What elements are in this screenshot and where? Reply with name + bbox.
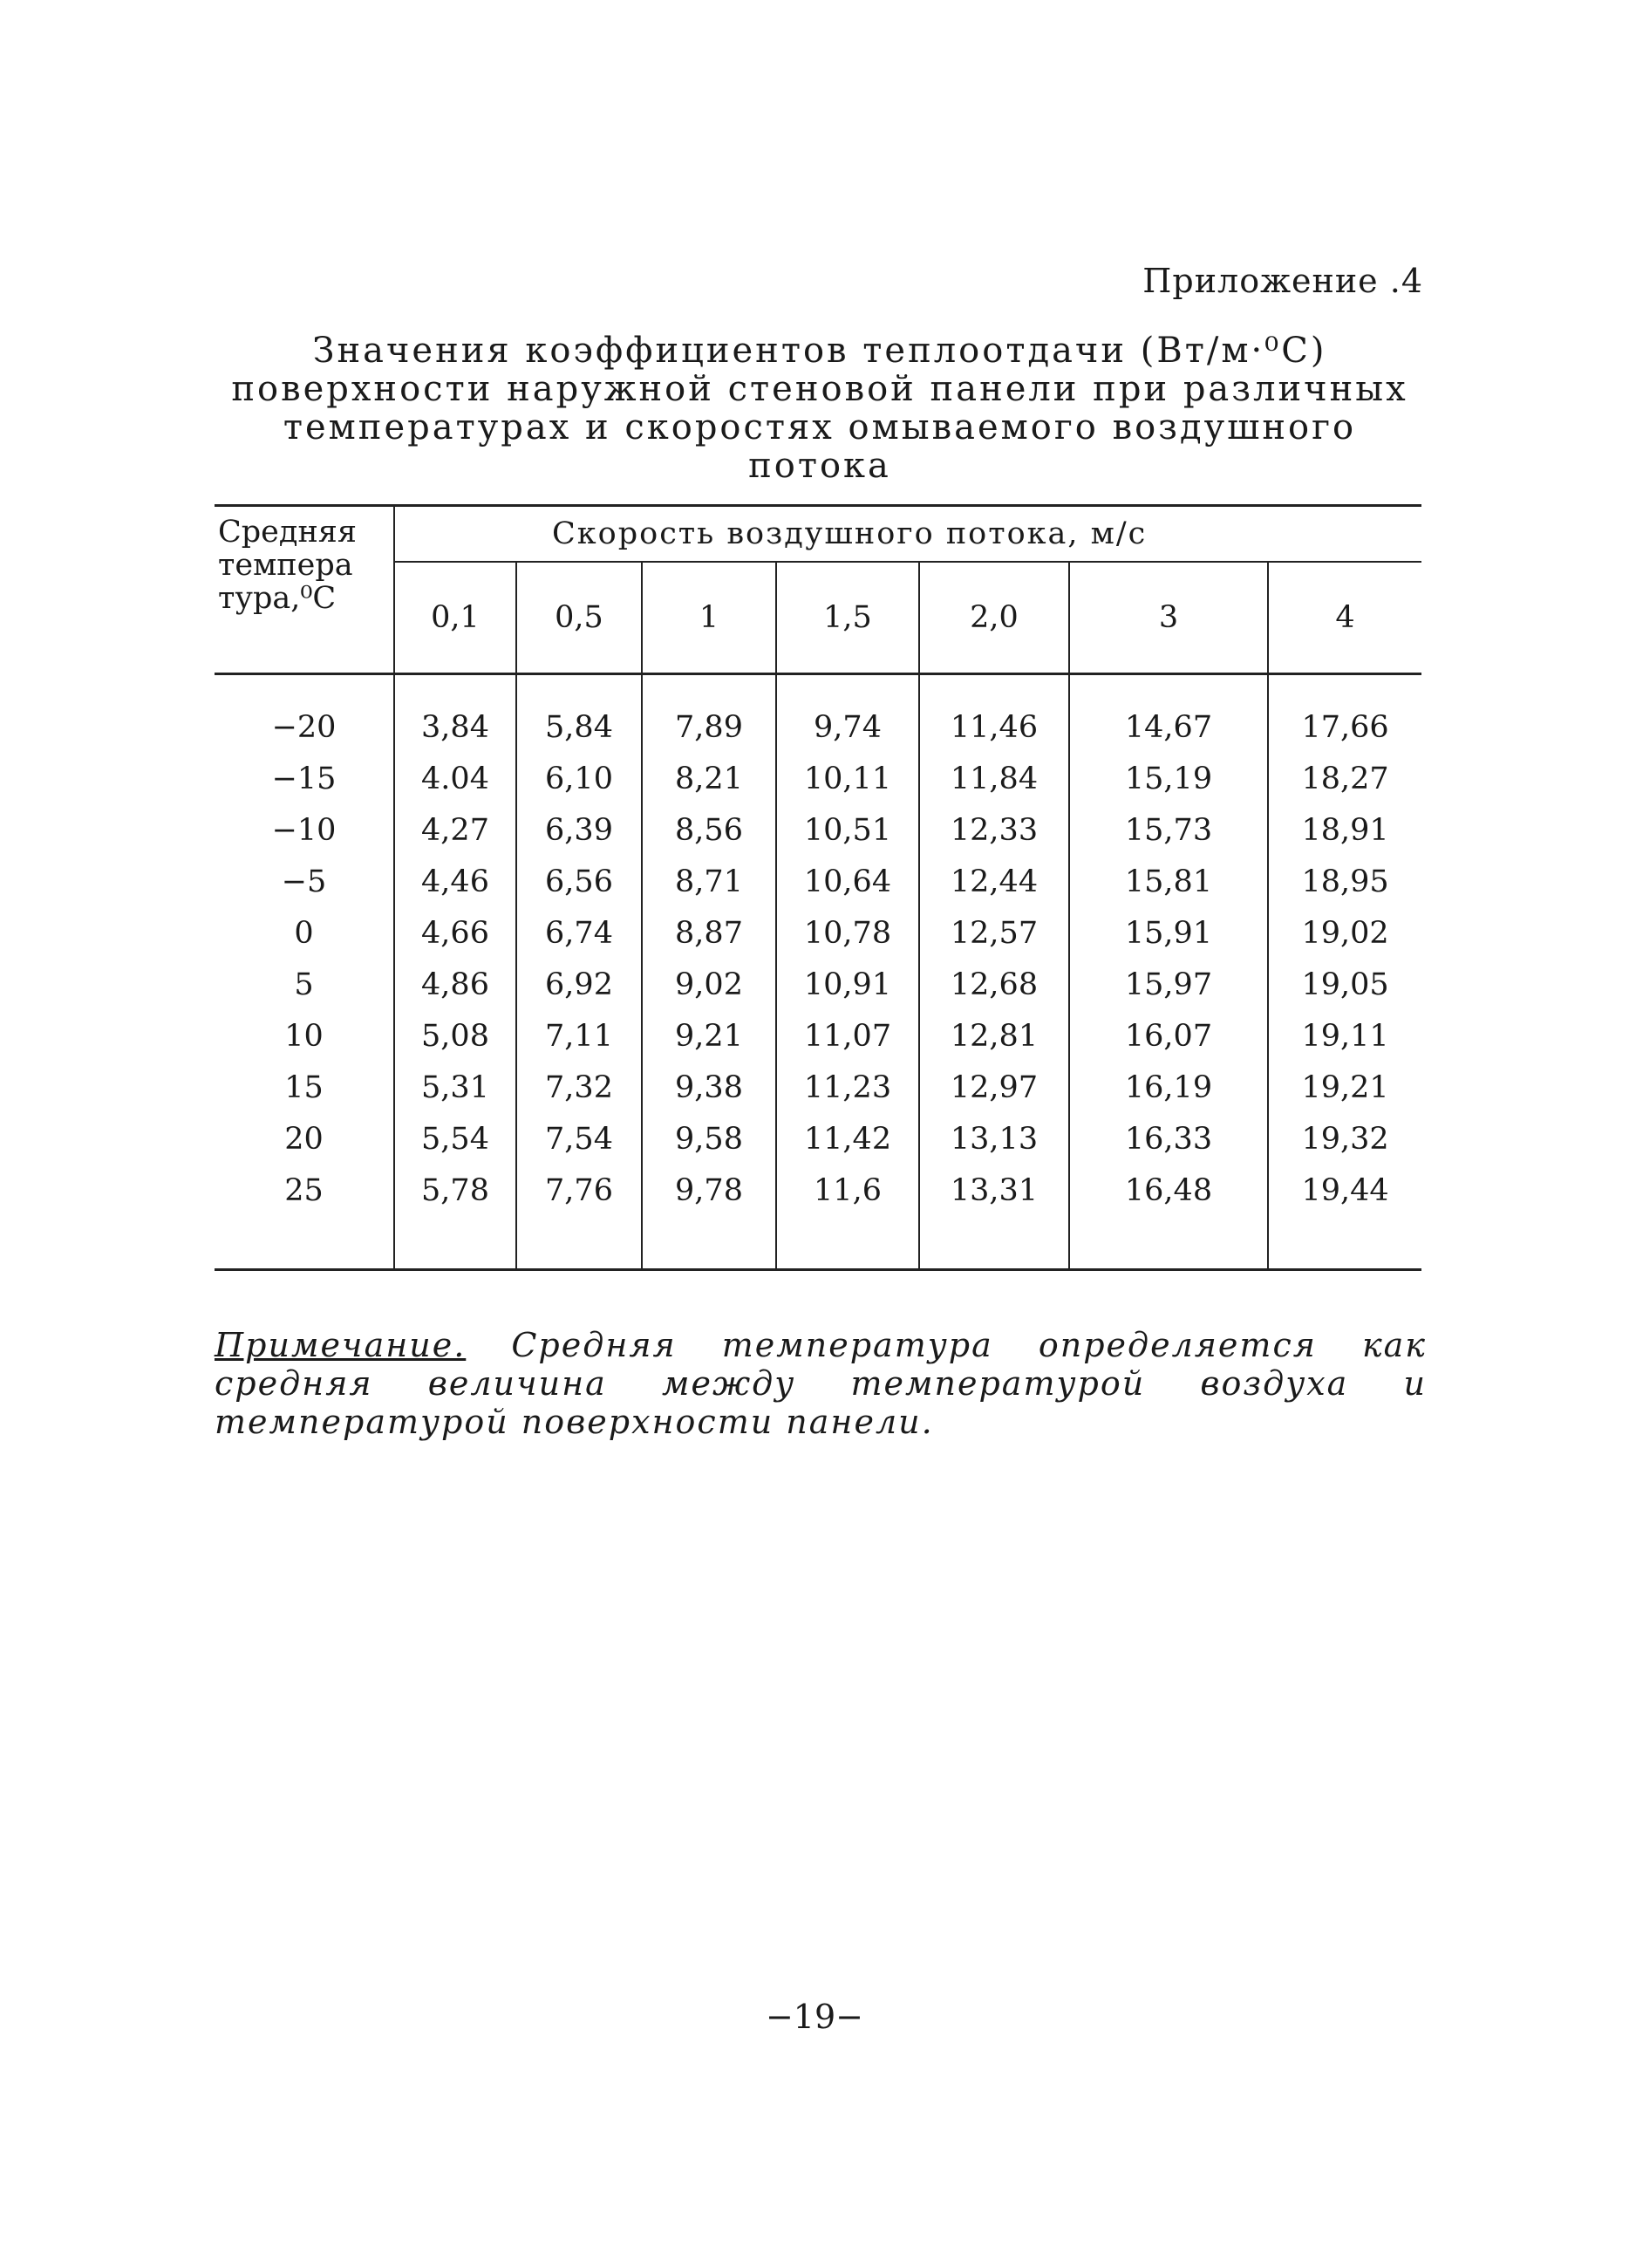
temperature-cell: 20 bbox=[215, 1113, 394, 1165]
speed-header: 0,5 bbox=[516, 562, 642, 674]
coefficient-cell: 5,08 bbox=[394, 1010, 516, 1062]
temperature-cell: 15 bbox=[215, 1062, 394, 1113]
speed-header: 3 bbox=[1069, 562, 1268, 674]
coefficient-cell: 19,11 bbox=[1301, 1018, 1389, 1054]
title-line: потока bbox=[748, 446, 891, 486]
coefficient-cell: 16,48 bbox=[1069, 1165, 1268, 1216]
speed-group-header: Скорость воздушного потока, м/с bbox=[394, 506, 1421, 563]
heat-transfer-table bbox=[215, 504, 1421, 1271]
coefficient-cell: 11,46 bbox=[919, 674, 1069, 754]
table-row bbox=[215, 1062, 1421, 1113]
coefficient-cell: 11,84 bbox=[919, 753, 1069, 804]
header-line: темпера bbox=[218, 548, 353, 583]
coefficient-cell: 7,11 bbox=[516, 1010, 642, 1062]
title-line: Значения коэффициентов теплоотдачи (Вт/м·⁰С) bbox=[312, 331, 1327, 371]
temperature-cell: 10 bbox=[215, 1010, 394, 1062]
coefficient-cell: 4,86 bbox=[394, 959, 516, 1010]
title-line: поверхности наружной стеновой панели при различных bbox=[231, 369, 1408, 409]
coefficient-cell: 6,56 bbox=[516, 856, 642, 907]
coefficient-cell: 15,97 bbox=[1069, 959, 1268, 1010]
temperature-cell: 5 bbox=[215, 959, 394, 1010]
table-row bbox=[215, 674, 1421, 754]
temperature-cell: −5 bbox=[215, 856, 394, 907]
coefficient-cell: 10,51 bbox=[776, 804, 919, 856]
coefficient-cell: 16,19 bbox=[1069, 1062, 1268, 1113]
appendix-label: Приложение .4 bbox=[1142, 262, 1423, 300]
coefficient-cell: 11,23 bbox=[776, 1062, 919, 1113]
table-row bbox=[215, 1165, 1421, 1216]
coefficient-cell: 9,21 bbox=[642, 1010, 776, 1062]
speed-header: 1 bbox=[642, 562, 776, 674]
speed-header-row bbox=[215, 562, 1421, 674]
coefficient-cell: 6,10 bbox=[516, 753, 642, 804]
header-line: Средняя bbox=[218, 515, 357, 550]
coefficient-cell: 5,31 bbox=[394, 1062, 516, 1113]
coefficient-cell: 9,38 bbox=[642, 1062, 776, 1113]
coefficient-cell: 12,33 bbox=[919, 804, 1069, 856]
coefficient-cell: 9,02 bbox=[642, 959, 776, 1010]
coefficient-cell: 15,91 bbox=[1069, 907, 1268, 959]
coefficient-cell: 10,64 bbox=[776, 856, 919, 907]
coefficient-cell: 9,78 bbox=[642, 1165, 776, 1216]
table-row bbox=[215, 1010, 1421, 1062]
coefficient-cell: 11,6 bbox=[776, 1165, 919, 1216]
coefficient-cell: 4,66 bbox=[394, 907, 516, 959]
coefficient-cell: 16,33 bbox=[1069, 1113, 1268, 1165]
temperature-cell: 25 bbox=[215, 1165, 394, 1216]
coefficient-cell: 7,54 bbox=[516, 1113, 642, 1165]
title-line: температурах и скоростях омываемого воздушного bbox=[283, 407, 1357, 447]
table-note bbox=[215, 1326, 1427, 1441]
coefficient-cell: 8,56 bbox=[642, 804, 776, 856]
coefficient-cell: 8,87 bbox=[642, 907, 776, 959]
coefficient-cell: 4.04 bbox=[394, 753, 516, 804]
coefficient-cell: 12,68 bbox=[919, 959, 1069, 1010]
coefficient-cell: 9,74 bbox=[776, 674, 919, 754]
coefficient-cell: 3,84 bbox=[394, 674, 516, 754]
coefficient-cell: 4,27 bbox=[394, 804, 516, 856]
coefficient-cell: 12,81 bbox=[919, 1010, 1069, 1062]
table-body bbox=[215, 674, 1421, 1270]
coefficient-cell: 6,74 bbox=[516, 907, 642, 959]
coefficient-cell: 7,32 bbox=[516, 1062, 642, 1113]
coefficient-cell: 5,84 bbox=[516, 674, 642, 754]
coefficient-cell: 7,89 bbox=[642, 674, 776, 754]
table-row bbox=[215, 804, 1421, 856]
speed-header: 1,5 bbox=[776, 562, 919, 674]
coefficient-cell: 7,76 bbox=[516, 1165, 642, 1216]
coefficient-cell: 4,46 bbox=[394, 856, 516, 907]
coefficient-cell: 5,78 bbox=[394, 1165, 516, 1216]
temperature-cell: −20 bbox=[215, 674, 394, 754]
coefficient-cell: 18,95 bbox=[1301, 864, 1389, 899]
temperature-cell: −15 bbox=[215, 753, 394, 804]
temperature-column-header bbox=[215, 506, 394, 674]
speed-header: 4 bbox=[1268, 562, 1421, 674]
temperature-cell: −10 bbox=[215, 804, 394, 856]
coefficient-cell: 10,91 bbox=[776, 959, 919, 1010]
coefficient-cell: 6,92 bbox=[516, 959, 642, 1010]
coefficient-cell: 15,73 bbox=[1069, 804, 1268, 856]
coefficient-cell: 5,54 bbox=[394, 1113, 516, 1165]
table-title bbox=[218, 331, 1421, 485]
speed-header: 0,1 bbox=[394, 562, 516, 674]
coefficient-cell: 13,31 bbox=[919, 1165, 1069, 1216]
coefficient-cell: 10,11 bbox=[776, 753, 919, 804]
coefficient-cell: 9,58 bbox=[642, 1113, 776, 1165]
coefficient-cell: 8,71 bbox=[642, 856, 776, 907]
coefficient-cell: 6,39 bbox=[516, 804, 642, 856]
table-row bbox=[215, 856, 1421, 907]
table-row bbox=[215, 907, 1421, 959]
coefficient-cell: 14,67 bbox=[1069, 674, 1268, 754]
coefficient-cell: 15,81 bbox=[1069, 856, 1268, 907]
coefficient-cell: 12,97 bbox=[919, 1062, 1069, 1113]
table-row bbox=[215, 959, 1421, 1010]
coefficient-cell: 11,07 bbox=[776, 1010, 919, 1062]
page-number: −19− bbox=[765, 1998, 864, 2036]
coefficient-cell: 12,44 bbox=[919, 856, 1069, 907]
coefficient-cell: 8,21 bbox=[642, 753, 776, 804]
coefficient-cell: 12,57 bbox=[919, 907, 1069, 959]
note-lead: Примечание. bbox=[215, 1326, 467, 1364]
coefficient-cell: 19,05 bbox=[1301, 967, 1389, 1002]
speed-header: 2,0 bbox=[919, 562, 1069, 674]
coefficient-cell: 19,32 bbox=[1301, 1121, 1389, 1157]
coefficient-cell: 16,07 bbox=[1069, 1010, 1268, 1062]
coefficient-cell: 11,42 bbox=[776, 1113, 919, 1165]
coefficient-cell: 10,78 bbox=[776, 907, 919, 959]
coefficient-cell: 19,02 bbox=[1301, 915, 1389, 951]
coefficient-cell: 18,91 bbox=[1301, 812, 1389, 848]
table-row bbox=[215, 1113, 1421, 1165]
coefficient-cell: 17,66 bbox=[1301, 709, 1389, 745]
temperature-cell: 0 bbox=[215, 907, 394, 959]
table-row bbox=[215, 753, 1421, 804]
coefficient-cell: 18,27 bbox=[1301, 761, 1389, 796]
coefficient-cell: 13,13 bbox=[919, 1113, 1069, 1165]
coefficient-cell: 19,44 bbox=[1301, 1172, 1389, 1208]
table-bottom-spacer bbox=[215, 1216, 1421, 1270]
note-text: Средняя температура определяется как средняя величина между температурой воздуха и температурой поверхности панели. bbox=[215, 1326, 1427, 1441]
header-line: тура,⁰С bbox=[218, 581, 337, 616]
coefficient-cell: 19,21 bbox=[1301, 1069, 1389, 1105]
coefficient-cell: 15,19 bbox=[1069, 753, 1268, 804]
